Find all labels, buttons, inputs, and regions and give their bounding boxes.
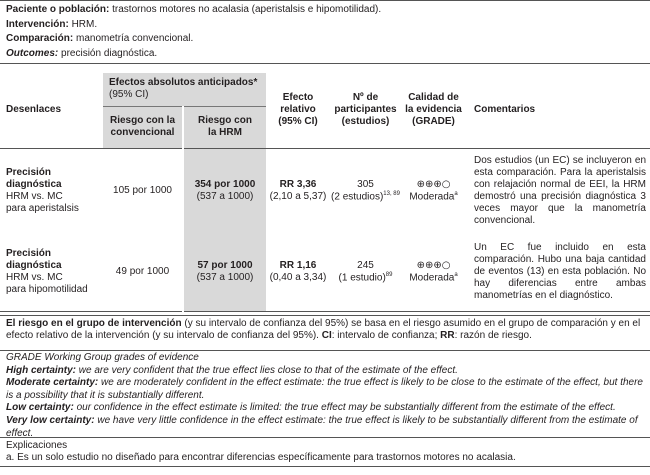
- participants-cell: 245 (1 estudio)$^{89}$: [330, 233, 401, 311]
- intervention-line: Intervención: HRM.: [6, 18, 98, 30]
- header-efecto-relativo: Efecto relativo (95% CI): [266, 73, 330, 148]
- grade-definitions: [0, 350, 650, 440]
- outcome-cell: Precisión diagnóstica HRM vs. MC para aperistalsis: [6, 166, 79, 214]
- participants-cell: 305 (2 estudios)$^{13, 89}$: [331, 178, 400, 202]
- header-desenlaces: Desenlaces: [0, 73, 103, 148]
- quality-cell: ⊕⊕⊕○ Moderada$^a$: [401, 148, 466, 233]
- risk-hrm-cell: 354 por 1000 (537 a 1000): [183, 148, 266, 233]
- explanation-a: a. Es un solo estudio no diseñado para encontrar diferencias específicamente para trastornos motores no acalasia.: [6, 452, 516, 463]
- grade-high: High certainty: we are very confident that the true effect lies close to that of the estimate of the effect.: [6, 364, 458, 376]
- comment-cell: Dos estudios (un EC) se incluyeron en esta comparación. Para la aperistalsis con relajación normal de EEI, la HRM demostró una precisión diagnóstica 3 veces mayor que la manometría convencional.: [474, 154, 646, 226]
- grade-title: GRADE Working Group grades of evidence: [6, 352, 199, 363]
- table-row: [0, 233, 650, 311]
- risk-footnote: El riesgo en el grupo de intervención (y su intervalo de confianza del 95%) se basa en el riesgo asumido en el grupo de comparación y en el efecto relativo de la intervención (y su intervalo de confianza del 95%). CI: intervalo de confianza; RR: razón de riesgo.: [0, 315, 650, 342]
- outcome-cell: Precisión diagnóstica HRM vs. MC para hipomotilidad: [0, 233, 103, 311]
- pico-box: [0, 0, 650, 64]
- relative-effect-cell: RR 1,16 (0,40 a 3,34): [266, 233, 330, 311]
- grade-moderate: Moderate certainty: we are moderately confident in the effect estimate: the true effect is likely to be close to the estimate of the effect, but there is a possibility that it is substantially different.: [6, 377, 643, 401]
- summary-of-findings-table: [0, 73, 650, 312]
- explanations: [0, 437, 650, 467]
- quality-symbols: ⊕⊕⊕○: [416, 178, 451, 190]
- grade-very-low: Very low certainty: we have very little confidence in the effect estimate: the true effect is likely to be substantially different from the estimate of effect.: [6, 414, 638, 439]
- quality-cell: ⊕⊕⊕○ Moderada$^a$: [401, 233, 466, 311]
- grade-low: Low certainty: our confidence in the effect estimate is limited: the true effect may be substantially different from the estimate of the effect.: [6, 402, 616, 414]
- outcomes-line: Outcomes: precisión diagnóstica.: [6, 47, 158, 59]
- risk-conv-cell: 49 por 1000: [103, 233, 183, 311]
- comment-cell: Un EC fue incluido en esta comparación. Hubo una baja cantidad de eventos (13) en esta población. No hay diferencias entre ambas manometrías en el diagnóstico.: [466, 233, 650, 311]
- header-riesgo-convencional: Riesgo con la convencional: [103, 106, 183, 148]
- header-comentarios: Comentarios: [466, 73, 650, 148]
- quality-symbols: ⊕⊕⊕○: [416, 259, 451, 271]
- risk-conv-cell: 105 por 1000: [113, 184, 172, 196]
- population-line: Paciente o población: trastornos motores no acalasia (aperistalsis e hipomotilidad).: [6, 4, 382, 15]
- header-calidad: Calidad de la evidencia (GRADE): [401, 73, 466, 148]
- header-participantes: Nº de participantes (estudios): [330, 73, 401, 148]
- explanations-title: Explicaciones: [6, 440, 68, 451]
- table-row: [0, 148, 650, 233]
- risk-hrm-cell: 57 por 1000 (537 a 1000): [183, 233, 266, 311]
- comparison-line: Comparación: manometría convencional.: [6, 33, 194, 44]
- header-efectos: Efectos absolutos anticipados* (95% CI): [103, 73, 266, 106]
- relative-effect-cell: RR 3,36 (2,10 a 5,37): [269, 178, 327, 202]
- header-riesgo-hrm: Riesgo con la HRM: [183, 106, 266, 148]
